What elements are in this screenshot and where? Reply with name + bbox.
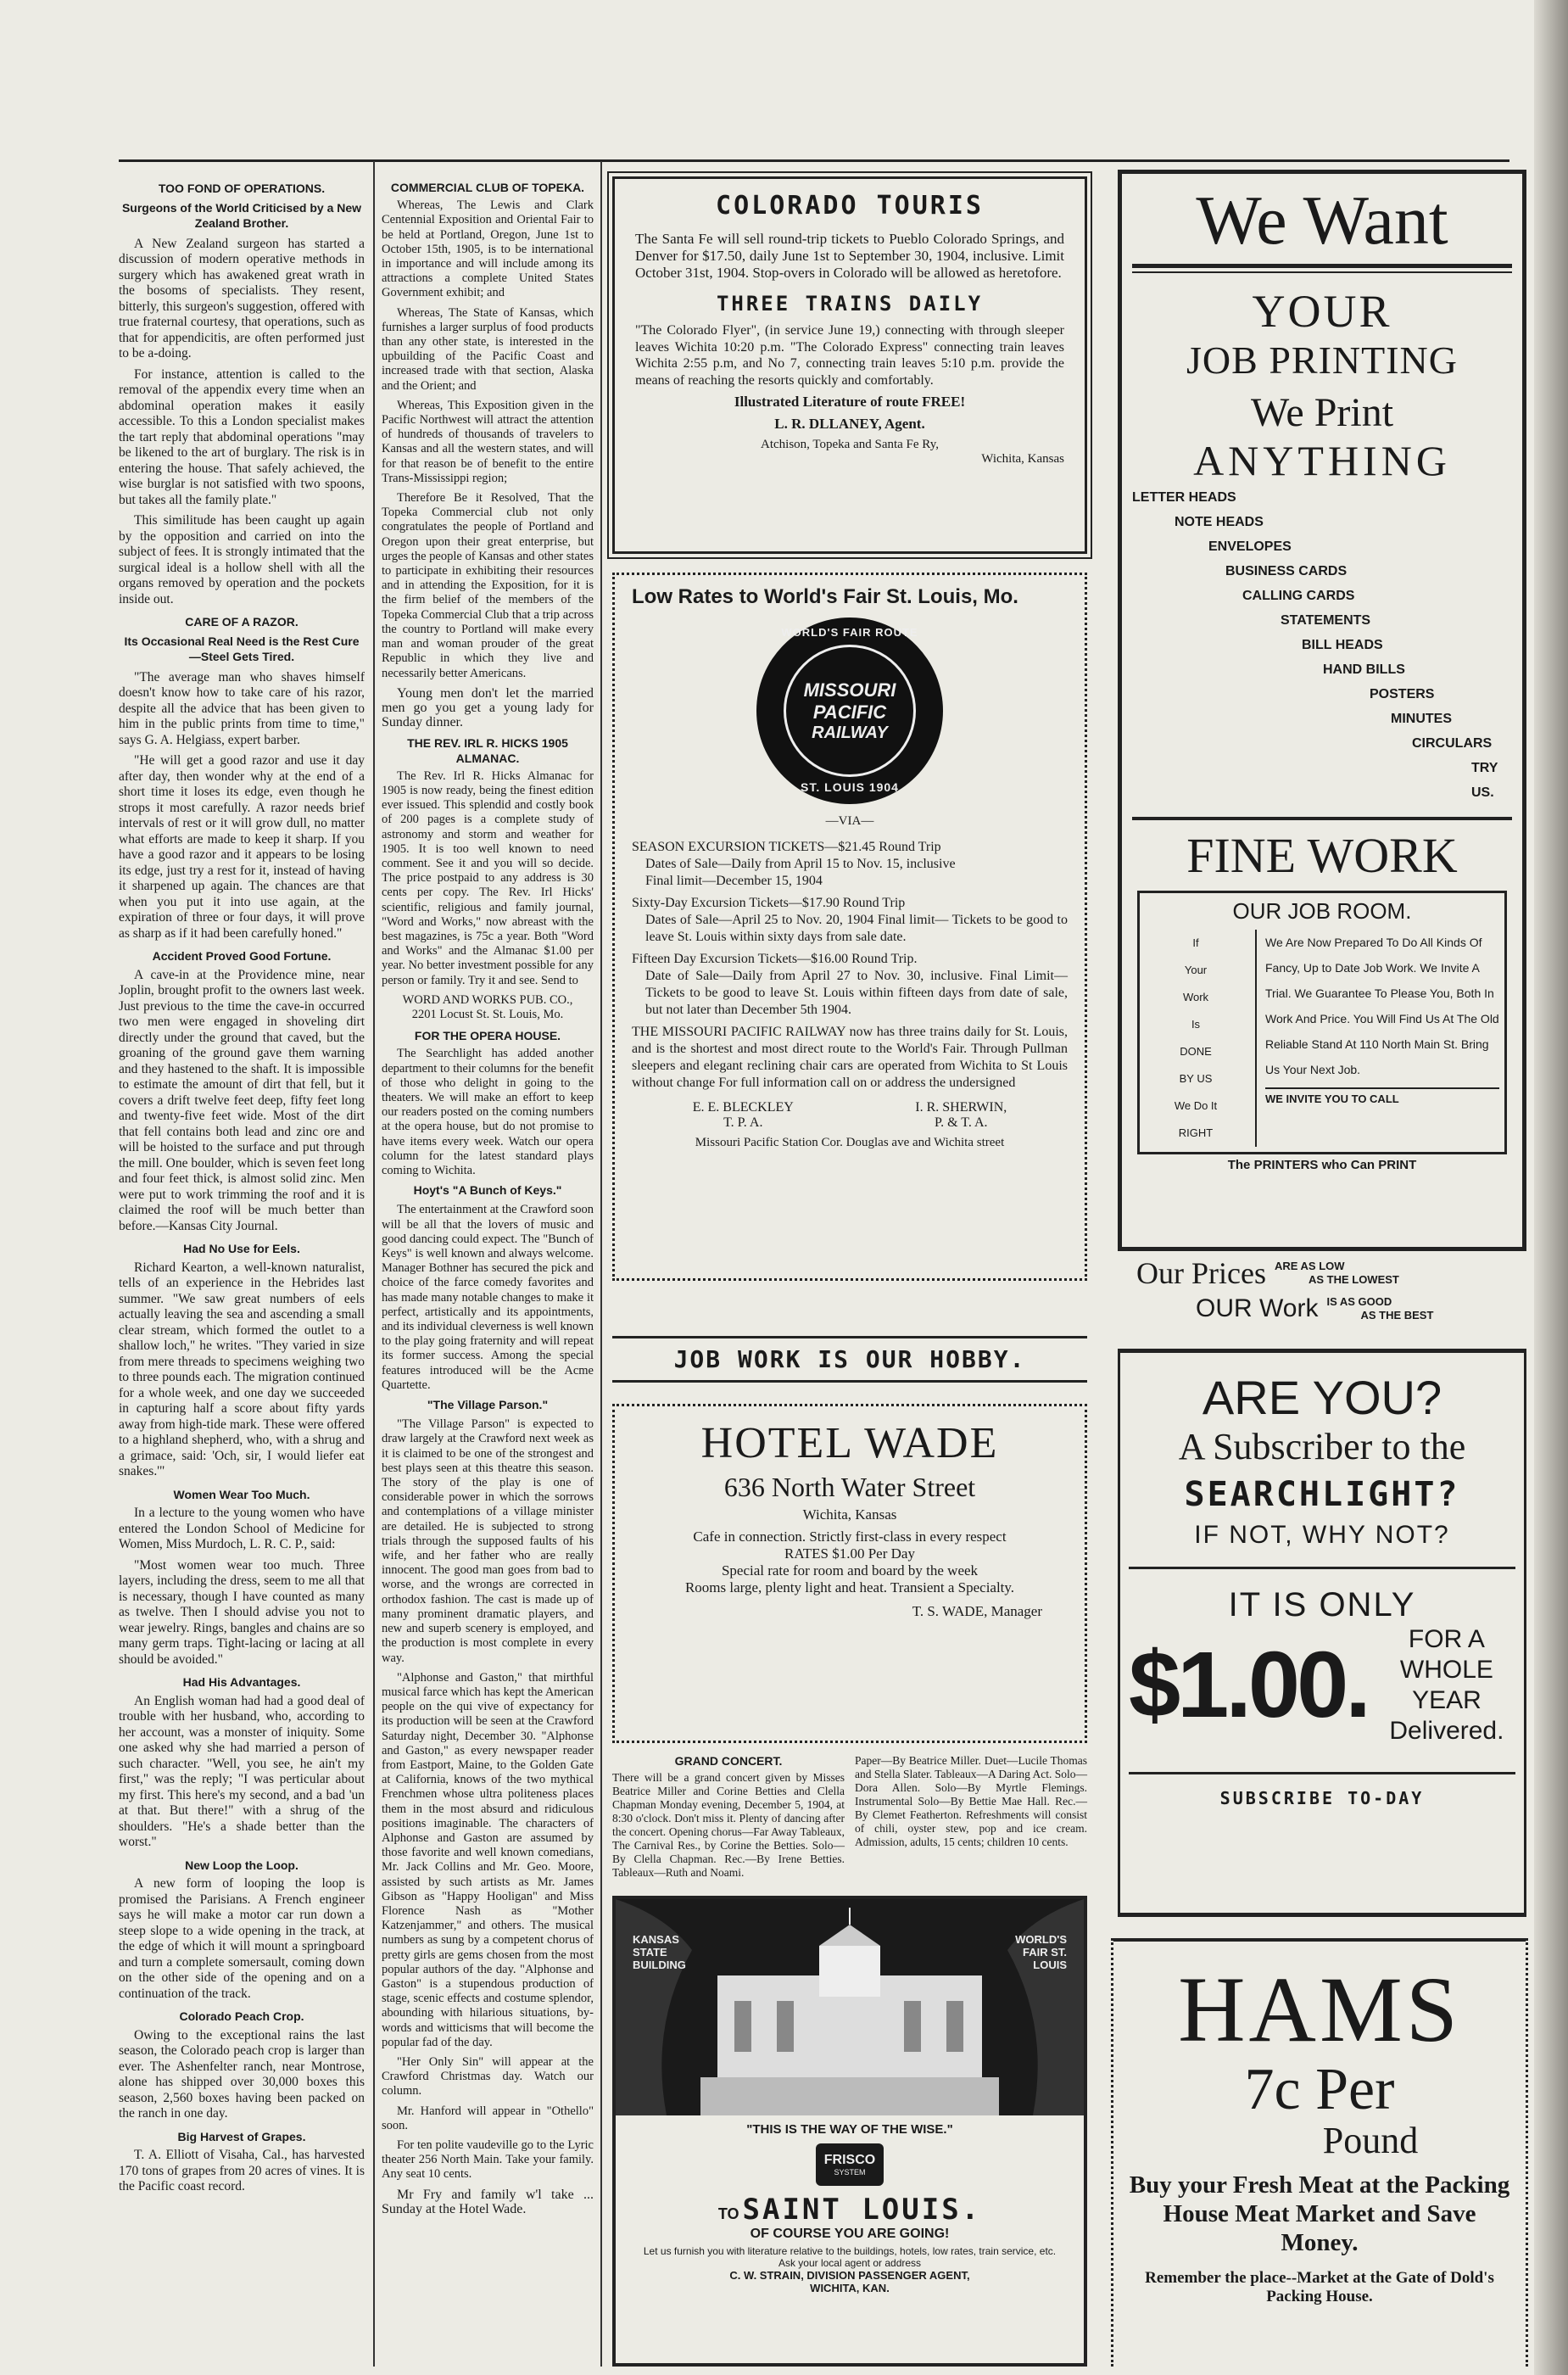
- column-1: [119, 174, 365, 2367]
- paragraph: A cave-in at the Providence mine, near Joplin, brought profit to the owners last week. Just previous to the time the cave-in occurred two men were engaged in shoveling dirt directly under the ground that caved, but the groaning of the ground gave them warning and they hastened to the shaft. It is impossible to estimate the amount of dirt that fell, but it covers a drift twelve feet deep, fifty feet long and twenty-five feet wide. Most of the dirt that fell contains both lead and zinc ore and will be hoisted to the surface and put through the mill. One boulder, which is seven feet long and four feet thick, is almost solid zinc. Men were put to work trimming the roof and it is claimed the roof will be much better than before.—Kansas City Journal.: [119, 967, 365, 1233]
- work-column: If Your Work Is DONE BY US We Do It RIGHT: [1174, 936, 1218, 1139]
- headline: Big Harvest of Grapes.: [177, 2129, 306, 2143]
- print-items-list: LETTER HEADS NOTE HEADS ENVELOPES BUSINESS CARDS CALLING CARDS STATEMENTS BILL HEADS HAND BILLS POSTERS MINUTES CIRCULARS TRY US.: [1132, 490, 1498, 800]
- ad-agent: L. R. DLLANEY, Agent.: [774, 416, 925, 432]
- ad-body: The Santa Fe will sell round-trip tickets to Pueblo Colorado Springs, and Denver for $17.50, daily June 1st to September 30, 1904, inclusive. Limit October 31st, 1904. Stop-overs in Colorado will be allowed as heretofore.: [635, 231, 1064, 281]
- frisco-going: OF COURSE YOU ARE GOING!: [750, 2227, 950, 2241]
- paragraph: Mr. Hanford will appear in "Othello" soon.: [382, 2104, 594, 2132]
- fine-work-title: FINE WORK: [1186, 828, 1458, 883]
- ad-body: SEASON EXCURSION TICKETS—$21.45 Round Trip Dates of Sale—Daily from April 15 to Nov. 15, inclusive Final limit—December 15, 1904 Sixty-Day Excursion Tickets—$17.90 Round Trip Dates of Sale—April 25 to Nov. 20, 1904 Final limit— Tickets to be good to leave St. Louis within sixty days from sale date. Fifteen Day Excursion Tickets—$16.00 Round Trip. Date of Sale—Daily from April 27 to Nov. 30, inclusive. Final Limit—Tickets to be good to leave St. Louis within fifteen days from date of sale, but not later than December 5th 1904. THE MISSOURI PACIFIC RAILWAY now has three trains daily for St. Louis, and is the shortest and most direct route to the World's Fair. Through Pullman sleepers and elegant reclining chair cars are operated from Wichita to St Louis without change For full information call on or address the undersigned: [632, 840, 1068, 1090]
- printers-footer: The PRINTERS who Can PRINT: [1227, 1158, 1417, 1172]
- subheadline: "The Village Parson.": [427, 1398, 549, 1412]
- paragraph: Young men don't let the married men go you get a young lady for Sunday dinner.: [382, 685, 594, 730]
- kansas-building-label: KANSAS STATE BUILDING: [633, 1933, 686, 1971]
- we-want-title: We Want: [1196, 182, 1448, 259]
- subscribe-today: SUBSCRIBE TO-DAY: [1129, 1772, 1515, 1808]
- paragraph: "He will get a good razor and use it day after day, then wonder why at the end of a short time it loses its edge, even though he strops it most carefully. A razor needs brief intervals of rest or it will grow dull, no matter what efforts are made to keep it sharp. If you have a good razor and it appears to be losing its edge, just try a rest for it, instead of having it sharpened up again. The chances are that when you put it into use again, at the expiration of three or four days, it will prove as sharp as if it had been carefully honed.": [119, 753, 365, 941]
- ad-address: Missouri Pacific Station Cor. Douglas ave and Wichita street: [695, 1136, 1005, 1149]
- frisco-city: WICHITA, KAN.: [810, 2282, 890, 2294]
- searchlight-name: SEARCHLIGHT?: [1184, 1475, 1460, 1514]
- hams-title: HAMS: [1178, 1958, 1461, 2061]
- signature-address: 2201 Locust St. St. Louis, Mo.: [411, 1007, 564, 1021]
- headline: Had His Advantages.: [182, 1675, 301, 1689]
- headline: New Loop the Loop.: [185, 1858, 299, 1872]
- subheadline: Its Occasional Real Need is the Rest Cure—Steel Gets Tired.: [124, 634, 360, 663]
- subheadline: Surgeons of the World Criticised by a New Zealand Brother.: [121, 200, 362, 230]
- price: $1.00.: [1129, 1633, 1368, 1737]
- subheadline: Hoyt's "A Bunch of Keys.": [413, 1183, 562, 1198]
- hams-ad: HAMS 7c Per Pound Buy your Fresh Meat at the Packing House Meat Market and Save Money. Remember the place--Market at the Gate of Dold's Packing House.: [1111, 1938, 1528, 2367]
- paragraph: Whereas, The State of Kansas, which furnishes a larger surplus of food products than any other state, is interested in the upbuilding of the Pacific Coast and increased trade with that section, Alaska and the Orient; and: [382, 305, 594, 393]
- headline: COMMERCIAL CLUB OF TOPEKA.: [390, 181, 585, 194]
- column-divider: [600, 161, 602, 2367]
- paragraph: Richard Kearton, a well-known naturalist, tells of an experience in the Hebrides last summer. "We saw great numbers of eels actually leaving the sea and ascending a small clear stream, which formed the outlet to a shallow loch," he writes. "They varied in size from mere threads to specimens weighing two to three pounds each. The migration continued for a whole week, and one day we succeeded in capturing half a score about fifty yards away from high-tide mark. These were offered to a highland shepherd, who, with a shrug and a grimace, said: 'Och, sir, I would liefer eat snakes.'": [119, 1260, 365, 1478]
- ad-agents: E. E. BLECKLEY T. P. A. I. R. SHERWIN, P. & T. A.: [692, 1100, 1007, 1130]
- concert-left: There will be a grand concert given by Misses Beatrice Miller and Corine Betties and Clella Chapman Monday evening, December 5, 1904, at 8:30 o'clock. Don't miss it. Plenty of dancing after the concert. Opening chorus—Far Away Tableaux, The Carnival Res., by Corine the Betties. Solo—By Clella Chapman. Rec.—By Irene Betties. Tableaux—Ruth and Noami.: [612, 1771, 845, 1879]
- ad-literature: Illustrated Literature of route FREE!: [734, 394, 966, 410]
- paragraph: "The average man who shaves himself doesn't know how to take care of his razor, despite all the advice that has been given to him in the public prints from time to time," says G. A. Helgiass, expert barber.: [119, 669, 365, 747]
- headline: THE REV. IRL R. HICKS 1905 ALMANAC.: [407, 736, 568, 765]
- paragraph: Mr Fry and family w'l take ... Sunday at the Hotel Wade.: [382, 2187, 594, 2216]
- paragraph: Whereas, This Exposition given in the Pacific Northwest will attract the attention of hundreds of thousands of travelers to Kansas and all the western states, and will for that reason be of benefit to the entire Trans-Mississippi region;: [382, 398, 594, 485]
- paragraph: "Her Only Sin" will appear at the Crawford Christmas day. Watch our column.: [382, 2054, 594, 2098]
- job-room-box: OUR JOB ROOM. If Your Work Is DONE BY US We Do It RIGHT We Are Now Prepared To Do All Kinds Of Fancy, Up to Date Job Work. We Invite A Trial. We Guarantee To Please You, Both In Work And Price. You Will Find Us At The Old Reliable Stand At 110 North Main St. Bring Us Your Next Job. WE INVITE YOU TO CALL: [1137, 891, 1507, 1154]
- headline: Accident Proved Good Fortune.: [152, 949, 332, 963]
- paragraph: Whereas, The Lewis and Clark Centennial Exposition and Oriental Fair to be held at Portland, Oregon, June 1st to October 15th, 1905, is to be international in importance and will include among its attractions a complete United States Government exhibit; and: [382, 198, 594, 300]
- invite-text: WE INVITE YOU TO CALL: [1265, 1087, 1499, 1105]
- paragraph: An English woman had had a good deal of trouble with her husband, who, according to her account, was a monster of iniquity. Some one asked why she had married a person of such character. "Well, you see, he ain't my first," was the reply; "I was perticular about my first. This here's my second, and a bad 'un at that. But there!" with a shrug of the shoulders. "He's a shade better than the worst.": [119, 1693, 365, 1849]
- top-rule: [119, 159, 1509, 162]
- ad-trains: "The Colorado Flyer", (in service June 19,) connecting with through sleeper leaves Wichita 10:20 p.m. "The Colorado Express" connecting train leaves Wichita 2:55 p.m, and No 7, connecting train leaves 5:10 p.m. provide the means of reaching the resorts quickly and comfortably.: [635, 323, 1064, 388]
- frisco-destination: TO SAINT LOUIS.: [717, 2193, 982, 2227]
- frisco-ad: [612, 1896, 1087, 2367]
- missouri-pacific-ad: [612, 573, 1087, 1281]
- headline: CARE OF A RAZOR.: [185, 615, 299, 629]
- paragraph: T. A. Elliott of Visaha, Cal., has harvested 170 tons of grapes from 20 acres of vines. It is the Pacific coast record.: [119, 2148, 365, 2193]
- subscribe-ad: ARE YOU? A Subscriber to the SEARCHLIGHT? IF NOT, WHY NOT? IT IS ONLY $1.00. FOR A WHOLE YEAR Delivered. SUBSCRIBE TO-DAY: [1118, 1349, 1526, 1917]
- ad-subtitle: THREE TRAINS DAILY: [716, 292, 984, 316]
- paragraph: "Most women wear too much. Three layers, including the dress, seem to me all that is necessary, though I have counted as many as twelve. Then I should advise you not to wear jewelry. Rings, bangles and chains are so many germ traps. Tight-lacing or lacing at all should be avoided.": [119, 1557, 365, 1667]
- job-work-banner: JOB WORK IS OUR HOBBY.: [612, 1336, 1087, 1383]
- hotel-name: HOTEL WADE: [700, 1419, 999, 1467]
- fair-building-illustration: [616, 1899, 1084, 2115]
- missouri-pacific-seal-logo: WORLD'S FAIR ROUTE MISSOURI PACIFIC RAILWAY ST. LOUIS 1904: [756, 618, 943, 804]
- paragraph: The Searchlight has added another department to their columns for the benefit of those who delight in going to the theaters. We will make an effort to keep our readers posted on the coming numbers at the opera house, but do not promise to have items every week. Watch our opera column for the latest standard plays coming to Wichita.: [382, 1047, 594, 1177]
- ad-line: Atchison, Topeka and Santa Fe Ry,: [761, 438, 939, 451]
- frisco-illustration: [616, 1899, 1084, 2115]
- page-edge-shadow: [1534, 0, 1568, 2375]
- paragraph: Therefore Be it Resolved, That the Topeka Commercial club not only congratulates the people of Portland and Oregon upon their great enterprise, but urges the people of Kansas and other states to participate in exhibiting their resources and in attending the Exposition, for it is the firm belief of the members of the Topeka Commercial Club that a trip across the country to Portland will make every man and woman prouder of the great Republic in which they live and necessarily better Americans.: [382, 491, 594, 680]
- grand-concert: GRAND CONCERT. There will be a grand concert given by Misses Beatrice Miller and Corine Betties and Clella Chapman Monday evening, December 5, 1904, at 8:30 o'clock. Don't miss it. Plenty of dancing after the concert. Opening chorus—Far Away Tableaux, The Carnival Res., by Corine the Betties. Solo—By Clella Chapman. Rec.—By Irene Betties. Tableaux—Ruth and Noami. Paper—By Beatrice Miller. Duet—Lucile Thomas and Stella Slater. Tableaux—A Daring Act. Solo—Dora Allen. Solo—By Myrtle Flemings. Instrumental Solo—By Bettie Mae Hall. Rec.—By Clemet Featherton. Refreshments will consist of chili, oyster stew, pop and ice cream. Admission, adults, 15 cents; children 10 cents.: [612, 1754, 1087, 1890]
- paragraph: This similitude has been caught up again by the opposition and carried on into the subject of fees. It is strongly intimated that the surgical ideal is a hollow shell with all the organs removed by operation and the pockets inside out.: [119, 513, 365, 606]
- paragraph: A new form of looping the loop is promised the Parisians. A French engineer says he will make a motor car run down a steep slope to a wide opening in the track, at the edge of which it will mount a springboard and turn a complete somersault, coming down on the other side of the opening and on a continuation of the track.: [119, 1876, 365, 2001]
- ad-title: Low Rates to World's Fair St. Louis, Mo.: [632, 585, 1018, 608]
- title-rule: [1132, 264, 1512, 273]
- job-room-text: We Are Now Prepared To Do All Kinds Of Fancy, Up to Date Job Work. We Invite A Trial. We Guarantee To Please You, Both In Work And Price. You Will Find Us At The Old Reliable Stand At 110 North Main St. Bring Us Your Next Job.: [1265, 936, 1499, 1076]
- paragraph: For ten polite vaudeville go to the Lyric theater 256 North Main. Take your family. Any seat 10 cents.: [382, 2138, 594, 2182]
- column-2: [382, 174, 594, 2367]
- paragraph: The Rev. Irl R. Hicks Almanac for 1905 is now ready, being the finest edition ever issued. This splendid and costly book of 200 pages is a complete study of astronomy and storm and weather for 1905. It is too well known to need comment. See it and you will so decide. The price postpaid to any address is 30 cents per copy. The Rev. Irl Hicks' scientific, religious and family journal, "Word and Works," now abreast with the best magazines, is 75c a year. Both "Word and Works" and the Almanac $1.00 per year. No better investment possible for any person or family. Try it and see. Send to: [382, 768, 594, 987]
- via: —VIA—: [825, 814, 874, 828]
- headline: FOR THE OPERA HOUSE.: [414, 1029, 561, 1043]
- headline: Women Wear Too Much.: [173, 1487, 310, 1501]
- ad-city: Wichita, Kansas: [981, 452, 1064, 466]
- colorado-ad: [612, 176, 1087, 554]
- paragraph: The entertainment at the Crawford soon will be all that the lovers of music and good dancing could expect. The "Bunch of Keys" is well known and always welcome. Manager Bothner has secured the pick and choice of the farce comedy favorites and has made many notable changes to make it perfect, artistically and its appointments, and its individual cleverness is well known to the play going fraternity and will repeat its former success. Among the special features introduced will be the Acme Quartette.: [382, 1203, 594, 1392]
- worlds-fair-label: WORLD'S FAIR ST. LOUIS: [1015, 1933, 1067, 1971]
- prices-block: Our Prices ARE AS LOW AS THE LOWEST OUR Work IS AS GOOD AS THE BEST: [1136, 1256, 1434, 1322]
- hotel-address: 636 North Water Street: [723, 1472, 976, 1502]
- headline: TOO FOND OF OPERATIONS.: [158, 182, 326, 195]
- hotel-wade-ad: HOTEL WADE 636 North Water Street Wichita, Kansas Cafe in connection. Strictly first-class in every respect RATES $1.00 Per Day Special rate for room and board by the week Rooms large, plenty light and heat. Transient a Specialty. T. S. WADE, Manager: [612, 1404, 1087, 1743]
- frisco-literature: Let us furnish you with literature relative to the buildings, hotels, low rates, train service, etc. Ask your local agent or address: [643, 2245, 1057, 2269]
- paragraph: Owing to the exceptional rains the last season, the Colorado peach crop is larger than ever. The Ashenfelter ranch, near Montrose, alone has shipped over 30,000 boxes this season, 2,560 boxes having been packed on the ranch in one day.: [119, 2027, 365, 2121]
- signature: WORD AND WORKS PUB. CO.,: [402, 992, 573, 1007]
- concert-right: Paper—By Beatrice Miller. Duet—Lucile Thomas and Stella Slater. Tableaux—A Daring Act. Solo—Dora Allen. Solo—By Myrtle Flemings. Instrumental Solo—By Bettie Mae Hall. Rec.—By Clemet Featherton. Refreshments will consist of chili, oyster stew, pop and ice cream. Admission, adults, 15 cents; children 10 cents.: [855, 1754, 1088, 1848]
- frisco-slogan: "THIS IS THE WAY OF THE WISE.": [746, 2122, 953, 2137]
- frisco-logo: FRISCO SYSTEM: [816, 2143, 884, 2186]
- paragraph: A New Zealand surgeon has started a discussion of modern operative methods in surgery which has awakened great wrath in the bosoms of specialists. They resent, bitterly, this surgeon's suggestion, offered with true fraternal courtesy, that operations, such as that for appendicitis, are often performed just to be a-doing.: [119, 236, 365, 360]
- paragraph: For instance, attention is called to the removal of the appendix every time when an abdominal operation makes it easily accessible. To this a London specialist makes the tart reply that abdominal operations "may be likened to the art of burglary. The risk is in entering the house. That safely achieved, the wise burglar is not satisfied with two spoons, but takes all the family plate.": [119, 366, 365, 507]
- column-divider: [373, 161, 375, 2367]
- headline: Colorado Peach Crop.: [179, 2009, 304, 2023]
- hotel-city: Wichita, Kansas: [802, 1506, 897, 1523]
- paragraph: In a lecture to the young women who have entered the London School of Medicine for Women, Miss Murdoch, L. R. C. P., said:: [119, 1506, 365, 1551]
- hotel-manager: T. S. WADE, Manager: [912, 1603, 1042, 1619]
- ad-title: COLORADO TOURIS: [716, 191, 984, 221]
- we-want-printing-ad: We Want YOUR JOB PRINTING We Print ANYTHING LETTER HEADS NOTE HEADS ENVELOPES BUSINESS CARDS CALLING CARDS STATEMENTS BILL HEADS HAND BILLS POSTERS MINUTES CIRCULARS TRY US. FINE WORK OUR JOB ROOM. If Your Work Is DONE BY US We Do It RIGHT We Are Now Prepared To Do All Kinds Of Fancy, Up to Date Job Work. We Invite A Trial. We Guarantee To Please You, Both In Work And Price. You Will Find Us At The Old Reliable Stand At 110 North Main St. Bring Us Your Next Job. WE INVITE YOU TO CALL The PRINTERS who Can PRINT: [1118, 170, 1526, 1251]
- paragraph: "Alphonse and Gaston," that mirthful musical farce which has kept the American people on the qui vive of expectancy for its production will be seen at the Crawford Saturday night, December 30. "Alphonse and Gaston," as every newspaper reader from Eastport, Maine, to the Golden Gate at California, knows of the two mythical Frenchmen whose ultra politeness places them in the most absurd and ridiculous positions imaginable. The characters of Alphonse and Gaston are assumed by those favorite and well known comedians, Mr. Jack Collins and Mr. Geo. Moore, assisted by such artists as Mr. James Gibson as "Happy Hooligan" and Miss Florence Nash as "Mother Katzenjammer," and others. The musical numbers as sung by a competent chorus of pretty girls are gems chosen from the most popular authors of the day. "Alphonse and Gaston" is a stupendous production of stage, scenic effects and costume splendor, abounding with hilarious situations, by-words and witticisms that will become the popular fad of the day.: [382, 1670, 594, 2049]
- headline: Had No Use for Eels.: [183, 1242, 300, 1255]
- paragraph: "The Village Parson" is expected to draw largely at the Crawford next week as it is claimed to be one of the strongest and best plays seen at this theatre this season. The story of the play is one of considerable power in which the sorrows and contemplations of a village minister are detailed. He is subjected to strong trials through the supposed faults of his wife, and her father who are really innocent. The good man goes from bad to worse, and the wrongs are corrected in orthodox fashion. The cast is made up of many prominent dramatic players, and new and superb scenery is employed, and the production is most complete in every way.: [382, 1417, 594, 1665]
- frisco-agent: C. W. STRAIN, DIVISION PASSENGER AGENT,: [729, 2269, 970, 2282]
